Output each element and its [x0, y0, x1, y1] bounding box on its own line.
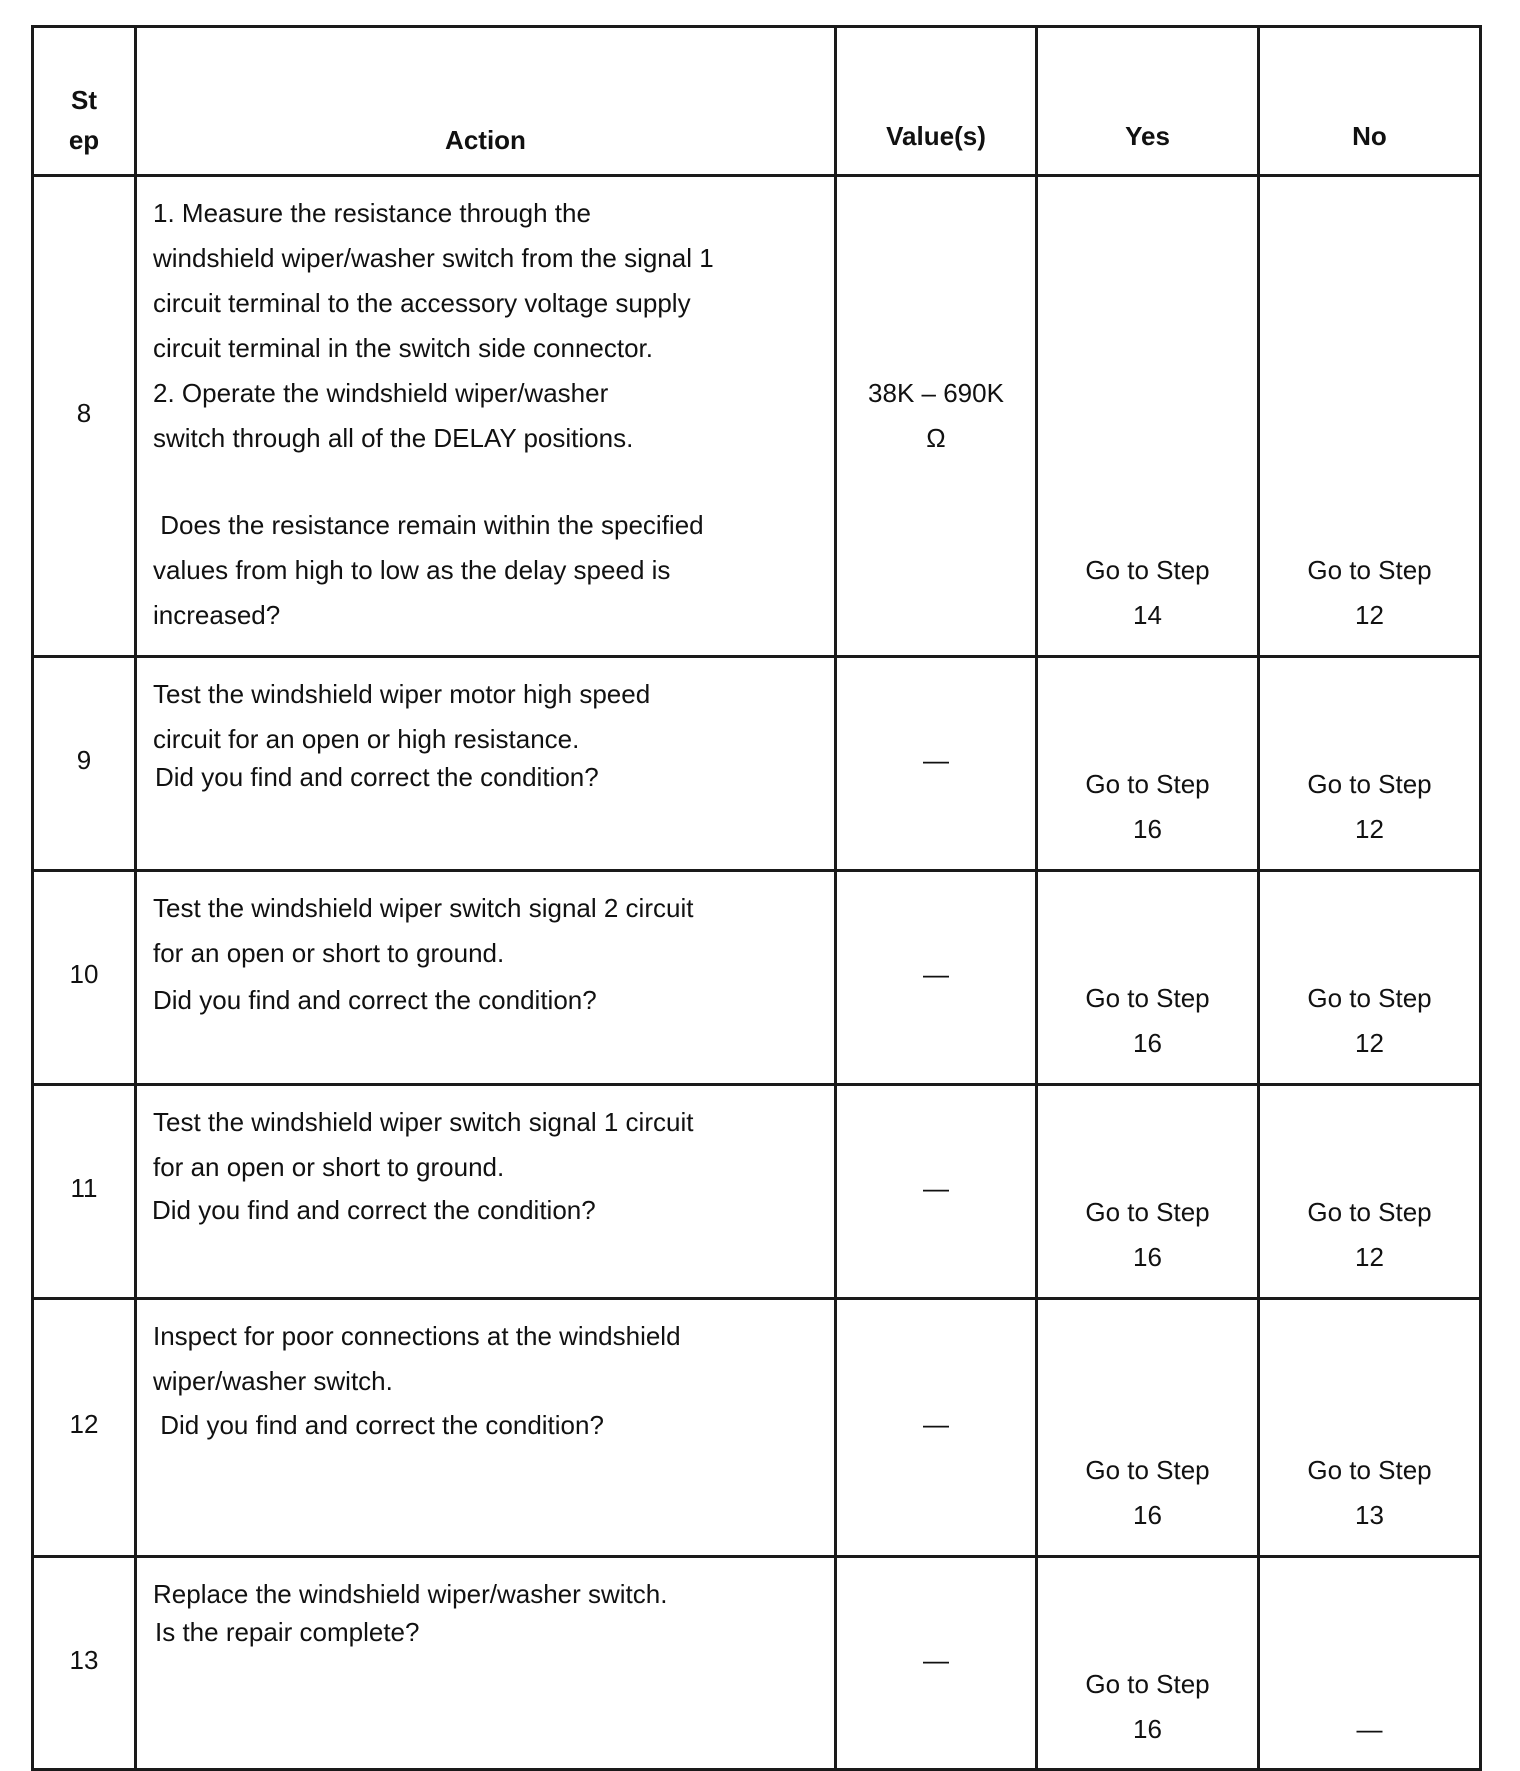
- action-cell: [136, 1299, 836, 1557]
- step-number: 9: [76, 745, 92, 775]
- action-line: for an open or short to ground.: [153, 938, 505, 968]
- table-row: [33, 176, 1481, 657]
- action-line: Test the windshield wiper motor high speed: [153, 679, 651, 709]
- yes-step: 16: [1133, 1028, 1162, 1058]
- header-values-label: Value(s): [886, 121, 986, 151]
- step-number: 11: [70, 1173, 98, 1203]
- header-action-label: Action: [445, 125, 526, 155]
- step-number: 12: [69, 1409, 99, 1439]
- header-no: [1259, 27, 1481, 176]
- action-question: Did you find and correct the condition?: [153, 985, 597, 1015]
- yes-cell: [1037, 871, 1259, 1085]
- no-cell: [1259, 176, 1481, 657]
- action-question: Is the repair complete?: [155, 1617, 420, 1647]
- no-cell: [1259, 1085, 1481, 1299]
- table-row: [33, 657, 1481, 871]
- step-cell: [33, 871, 136, 1085]
- value-dash: —: [923, 745, 949, 775]
- no-step: 12: [1355, 1028, 1384, 1058]
- header-no-label: No: [1352, 121, 1387, 151]
- value-unit: Ω: [926, 423, 946, 453]
- yes-cell: [1037, 1299, 1259, 1557]
- yes-step: 16: [1133, 1500, 1162, 1530]
- value-cell: [836, 1085, 1037, 1299]
- action-line: Test the windshield wiper switch signal 2 circuit: [153, 893, 694, 923]
- header-yes: [1037, 27, 1259, 176]
- step-number: 10: [69, 959, 99, 989]
- yes-goto: Go to Step: [1085, 769, 1210, 799]
- step-number: 8: [76, 398, 92, 428]
- no-goto: Go to Step: [1307, 983, 1432, 1013]
- action-cell: [136, 1085, 836, 1299]
- yes-goto: Go to Step: [1085, 1197, 1210, 1227]
- action-cell: [136, 1557, 836, 1770]
- action-cell: [136, 176, 836, 657]
- no-goto: Go to Step: [1307, 555, 1432, 585]
- action-question: Did you find and correct the condition?: [153, 1410, 604, 1440]
- yes-cell: [1037, 1085, 1259, 1299]
- value-dash: —: [923, 1409, 949, 1439]
- step-cell: [33, 1557, 136, 1770]
- table-row: [33, 1085, 1481, 1299]
- yes-step: 16: [1133, 814, 1162, 844]
- no-goto: Go to Step: [1307, 1455, 1432, 1485]
- no-step: 12: [1355, 1242, 1384, 1272]
- action-line: for an open or short to ground.: [153, 1152, 505, 1182]
- no-goto: Go to Step: [1307, 1197, 1432, 1227]
- yes-cell: [1037, 1557, 1259, 1770]
- yes-step: 16: [1133, 1242, 1162, 1272]
- table-row: [33, 871, 1481, 1085]
- header-step: [33, 27, 136, 176]
- yes-goto: Go to Step: [1085, 1669, 1210, 1699]
- value-cell: [836, 1299, 1037, 1557]
- yes-goto: Go to Step: [1085, 555, 1210, 585]
- yes-cell: [1037, 657, 1259, 871]
- action-line: circuit terminal to the accessory voltage supply: [153, 288, 691, 318]
- action-line: Replace the windshield wiper/washer switch.: [153, 1579, 668, 1609]
- no-step: 12: [1355, 600, 1384, 630]
- yes-step: 16: [1133, 1714, 1162, 1744]
- yes-step: 14: [1133, 600, 1162, 630]
- action-line: circuit terminal in the switch side connector.: [153, 333, 653, 363]
- action-line: switch through all of the DELAY positions.: [153, 423, 634, 453]
- step-number: 13: [69, 1645, 99, 1675]
- step-cell: [33, 1085, 136, 1299]
- yes-goto: Go to Step: [1085, 1455, 1210, 1485]
- value-range: 38K – 690K: [868, 378, 1004, 408]
- value-dash: —: [923, 1173, 949, 1203]
- yes-goto: Go to Step: [1085, 983, 1210, 1013]
- step-cell: [33, 657, 136, 871]
- value-cell: [836, 176, 1037, 657]
- no-goto: Go to Step: [1307, 769, 1432, 799]
- action-question: increased?: [153, 600, 281, 630]
- no-cell: [1259, 657, 1481, 871]
- action-question: Did you find and correct the condition?: [155, 762, 599, 792]
- action-question: Does the resistance remain within the specified: [153, 510, 704, 540]
- header-step-line2: ep: [68, 125, 100, 155]
- action-line: circuit for an open or high resistance.: [153, 724, 580, 754]
- no-cell: [1259, 1299, 1481, 1557]
- action-question: Did you find and correct the condition?: [152, 1195, 596, 1225]
- action-line: 2. Operate the windshield wiper/washer: [153, 378, 609, 408]
- action-line: Inspect for poor connections at the windshield: [153, 1321, 681, 1351]
- value-dash: —: [923, 1645, 949, 1675]
- action-line: Test the windshield wiper switch signal 1 circuit: [153, 1107, 694, 1137]
- step-cell: [33, 1299, 136, 1557]
- value-dash: —: [923, 959, 949, 989]
- diagnostic-table: [31, 25, 1482, 1771]
- no-step: 12: [1355, 814, 1384, 844]
- header-values: [836, 27, 1037, 176]
- action-line: 1. Measure the resistance through the: [153, 198, 591, 228]
- action-cell: [136, 657, 836, 871]
- header-yes-label: Yes: [1125, 121, 1170, 151]
- step-cell: [33, 176, 136, 657]
- table-row: [33, 1299, 1481, 1557]
- action-line: windshield wiper/washer switch from the signal 1: [153, 243, 714, 273]
- table-row: [33, 1557, 1481, 1770]
- no-cell: [1259, 871, 1481, 1085]
- no-step: 13: [1355, 1500, 1384, 1530]
- value-cell: [836, 657, 1037, 871]
- header-action: [136, 27, 836, 176]
- action-line: wiper/washer switch.: [153, 1366, 393, 1396]
- header-step-line1: St: [71, 85, 97, 115]
- value-cell: [836, 1557, 1037, 1770]
- yes-cell: [1037, 176, 1259, 657]
- no-cell: [1259, 1557, 1481, 1770]
- value-cell: [836, 871, 1037, 1085]
- no-dash: —: [1356, 1714, 1383, 1744]
- action-question: values from high to low as the delay speed is: [153, 555, 671, 585]
- header-row: [33, 27, 1481, 176]
- action-cell: [136, 871, 836, 1085]
